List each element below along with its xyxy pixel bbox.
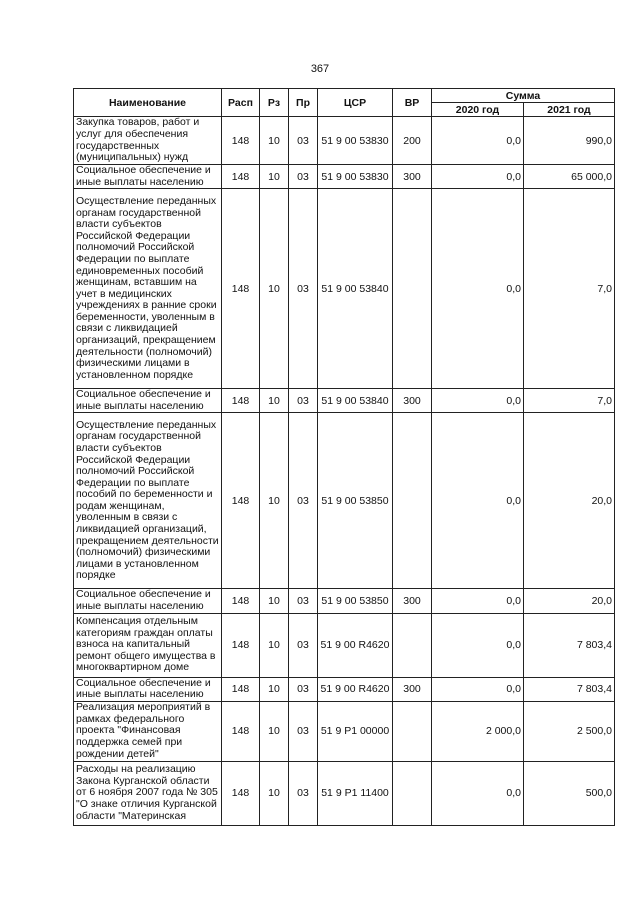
row-rz: 10 [260, 589, 289, 613]
row-sum-2021: 20,0 [524, 413, 615, 589]
row-rz: 10 [260, 677, 289, 701]
row-sum-2021: 7,0 [524, 389, 615, 413]
row-sum-2021: 2 500,0 [524, 701, 615, 761]
row-csr: 51 9 00 53850 [318, 413, 393, 589]
header-pr: Пр [289, 89, 318, 117]
row-sum-2021: 7 803,4 [524, 613, 615, 677]
row-sum-2020: 0,0 [432, 165, 524, 189]
row-rz: 10 [260, 613, 289, 677]
row-csr: 51 9 00 R4620 [318, 613, 393, 677]
row-rz: 10 [260, 189, 289, 389]
header-2021: 2021 год [524, 103, 615, 117]
row-name: Закупка товаров, работ и услуг для обеспечения государственных (муниципальных) нужд [74, 117, 222, 165]
row-rasp: 148 [222, 117, 260, 165]
row-vr [393, 761, 432, 825]
table-row [74, 117, 615, 165]
header-rasp: Расп [222, 89, 260, 117]
row-name: Компенсация отдельным категориям граждан оплаты взноса на капитальный ремонт общего имущества в многоквартирном доме [74, 613, 222, 677]
row-rasp: 148 [222, 677, 260, 701]
row-csr: 51 9 P1 11400 [318, 761, 393, 825]
row-sum-2021: 20,0 [524, 589, 615, 613]
row-vr [393, 613, 432, 677]
header-vr: ВР [393, 89, 432, 117]
row-rasp: 148 [222, 189, 260, 389]
row-sum-2020: 0,0 [432, 389, 524, 413]
header-2020: 2020 год [432, 103, 524, 117]
row-vr [393, 189, 432, 389]
row-vr: 300 [393, 389, 432, 413]
row-csr: 51 9 00 53840 [318, 389, 393, 413]
row-csr: 51 9 00 53830 [318, 165, 393, 189]
row-sum-2021: 7 803,4 [524, 677, 615, 701]
table-row [74, 389, 615, 413]
row-sum-2021: 990,0 [524, 117, 615, 165]
row-csr: 51 9 00 53830 [318, 117, 393, 165]
row-rz: 10 [260, 389, 289, 413]
table-row [74, 613, 615, 677]
row-pr: 03 [289, 389, 318, 413]
table-row [74, 165, 615, 189]
row-rasp: 148 [222, 589, 260, 613]
row-name: Реализация мероприятий в рамках федерального проекта "Финансовая поддержка семей при рождении детей" [74, 701, 222, 761]
row-name: Социальное обеспечение и иные выплаты населению [74, 677, 222, 701]
row-sum-2020: 0,0 [432, 117, 524, 165]
table-row [74, 701, 615, 761]
row-name: Расходы на реализацию Закона Курганской области от 6 ноября 2007 года № 305 "О знаке отличия Курганской области "Материнская [74, 761, 222, 825]
row-pr: 03 [289, 677, 318, 701]
row-vr: 300 [393, 589, 432, 613]
header-rz: Рз [260, 89, 289, 117]
row-pr: 03 [289, 413, 318, 589]
row-pr: 03 [289, 613, 318, 677]
row-csr: 51 9 00 53840 [318, 189, 393, 389]
table-row [74, 677, 615, 701]
row-sum-2020: 0,0 [432, 761, 524, 825]
row-sum-2020: 0,0 [432, 589, 524, 613]
row-sum-2021: 65 000,0 [524, 165, 615, 189]
header-sum: Сумма [432, 89, 615, 103]
row-csr: 51 9 P1 00000 [318, 701, 393, 761]
table-row [74, 413, 615, 589]
row-vr: 300 [393, 165, 432, 189]
row-rasp: 148 [222, 389, 260, 413]
row-pr: 03 [289, 589, 318, 613]
row-rasp: 148 [222, 761, 260, 825]
row-rz: 10 [260, 761, 289, 825]
table-row [74, 189, 615, 389]
row-vr: 200 [393, 117, 432, 165]
row-name: Осуществление переданных органам государственной власти субъектов Российской Федерации полномочий Российской Федерации по выплате единовременных пособий женщинам, вставшим на учет в медицинских учреждениях в ранние сроки беременности, уволенным в связи с ликвидацией организаций, прекращением деятельности (полномочий) физическими лицами в установленном порядке [74, 189, 222, 389]
row-pr: 03 [289, 761, 318, 825]
row-pr: 03 [289, 165, 318, 189]
row-rasp: 148 [222, 413, 260, 589]
row-name: Социальное обеспечение и иные выплаты населению [74, 389, 222, 413]
row-sum-2020: 0,0 [432, 413, 524, 589]
row-sum-2020: 0,0 [432, 677, 524, 701]
row-rz: 10 [260, 701, 289, 761]
row-vr [393, 413, 432, 589]
row-rasp: 148 [222, 613, 260, 677]
row-name: Социальное обеспечение и иные выплаты населению [74, 589, 222, 613]
row-sum-2021: 500,0 [524, 761, 615, 825]
row-sum-2021: 7,0 [524, 189, 615, 389]
budget-table [73, 88, 615, 826]
row-vr: 300 [393, 677, 432, 701]
row-pr: 03 [289, 701, 318, 761]
row-sum-2020: 2 000,0 [432, 701, 524, 761]
table-row [74, 589, 615, 613]
page-number: 367 [310, 63, 330, 75]
row-pr: 03 [289, 189, 318, 389]
row-csr: 51 9 00 R4620 [318, 677, 393, 701]
row-sum-2020: 0,0 [432, 613, 524, 677]
row-rasp: 148 [222, 165, 260, 189]
header-name: Наименование [74, 89, 222, 117]
row-csr: 51 9 00 53850 [318, 589, 393, 613]
row-rz: 10 [260, 117, 289, 165]
row-name: Осуществление переданных органам государственной власти субъектов Российской Федерации полномочий Российской Федерации по выплате пособий по беременности и родам женщинам, уволенным в связи с ликвидацией организаций, прекращением деятельности (полномочий) физическими лицами в установленном порядке [74, 413, 222, 589]
row-rasp: 148 [222, 701, 260, 761]
header-csr: ЦСР [318, 89, 393, 117]
row-vr [393, 701, 432, 761]
row-rz: 10 [260, 413, 289, 589]
table-row [74, 761, 615, 825]
row-rz: 10 [260, 165, 289, 189]
row-pr: 03 [289, 117, 318, 165]
row-sum-2020: 0,0 [432, 189, 524, 389]
row-name: Социальное обеспечение и иные выплаты населению [74, 165, 222, 189]
